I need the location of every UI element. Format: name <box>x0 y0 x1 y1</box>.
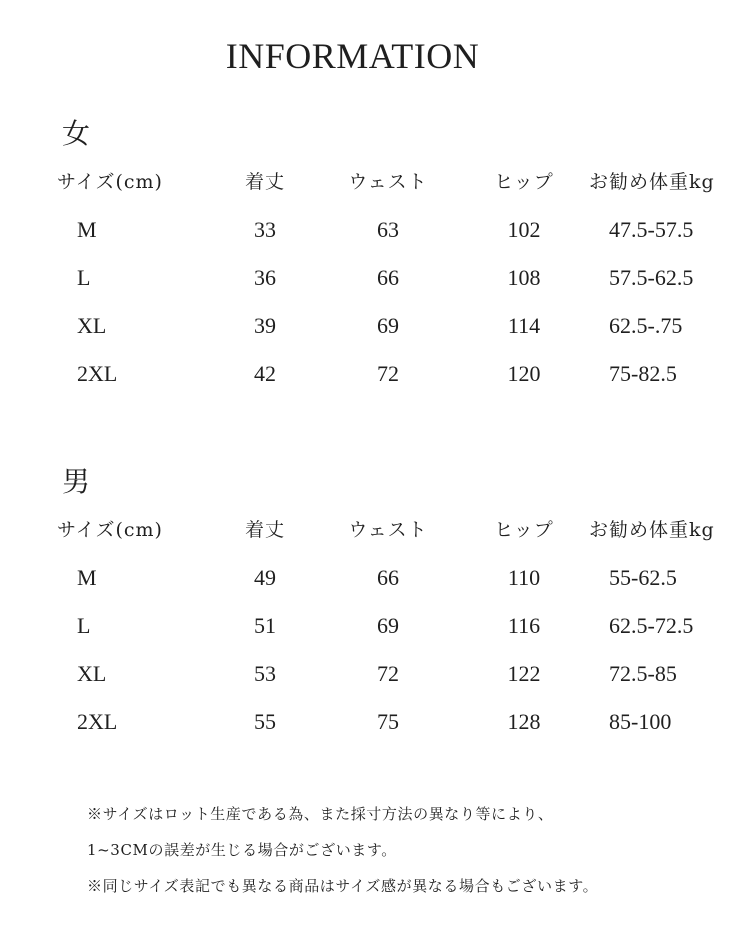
weight-cell: 72.5-85 <box>609 661 677 686</box>
table-row <box>0 350 750 398</box>
waist-cell: 66 <box>377 565 399 590</box>
weight-cell: 85-100 <box>609 709 672 734</box>
section-label-women: 女 <box>62 117 91 150</box>
table-row <box>0 554 750 602</box>
size-cell: 2XL <box>77 709 118 734</box>
length-cell: 49 <box>254 565 276 590</box>
hip-cell: 128 <box>507 709 541 734</box>
note-line: ※サイズはロット生産である為、また採寸方法の異なり等により、 <box>87 805 554 823</box>
header-hip: ヒップ <box>494 519 554 541</box>
note-line: 1~3CMの誤差が生じる場合がございます。 <box>87 841 397 859</box>
hip-cell: 114 <box>507 313 541 338</box>
header-length: 着丈 <box>244 171 285 193</box>
weight-cell: 75-82.5 <box>609 361 677 386</box>
table-row <box>0 254 750 302</box>
header-weight: お勧め体重kg <box>589 171 715 193</box>
length-cell: 53 <box>254 661 276 686</box>
men-size-table <box>0 506 750 746</box>
length-cell: 33 <box>254 217 276 242</box>
table-row <box>0 602 750 650</box>
size-cell: M <box>77 217 97 242</box>
waist-cell: 72 <box>377 661 399 686</box>
waist-cell: 69 <box>377 613 399 638</box>
women-size-table <box>0 158 750 398</box>
size-cell: M <box>77 565 97 590</box>
hip-cell: 120 <box>507 361 541 386</box>
length-cell: 36 <box>254 265 276 290</box>
table-row <box>0 302 750 350</box>
header-waist: ウェスト <box>348 171 428 193</box>
waist-cell: 63 <box>377 217 399 242</box>
note-line: ※同じサイズ表記でも異なる商品はサイズ感が異なる場合もございます。 <box>87 877 599 895</box>
table-row <box>0 206 750 254</box>
table-row <box>0 650 750 698</box>
table-row <box>0 698 750 746</box>
weight-cell: 55-62.5 <box>609 565 677 590</box>
waist-cell: 75 <box>377 709 399 734</box>
size-cell: L <box>77 265 91 290</box>
header-waist: ウェスト <box>348 519 428 541</box>
header-length: 着丈 <box>244 519 285 541</box>
waist-cell: 69 <box>377 313 399 338</box>
hip-cell: 102 <box>507 217 541 242</box>
size-cell: XL <box>77 313 107 338</box>
size-cell: XL <box>77 661 107 686</box>
weight-cell: 57.5-62.5 <box>609 265 694 290</box>
length-cell: 42 <box>254 361 276 386</box>
header-hip: ヒップ <box>494 171 554 193</box>
length-cell: 55 <box>254 709 276 734</box>
size-cell: L <box>77 613 91 638</box>
header-weight: お勧め体重kg <box>589 519 715 541</box>
weight-cell: 47.5-57.5 <box>609 217 694 242</box>
hip-cell: 116 <box>507 613 541 638</box>
length-cell: 39 <box>254 313 276 338</box>
hip-cell: 110 <box>507 565 541 590</box>
weight-cell: 62.5-72.5 <box>609 613 694 638</box>
header-size: サイズ(cm) <box>57 519 163 541</box>
size-notes <box>87 796 737 904</box>
length-cell: 51 <box>254 613 276 638</box>
size-cell: 2XL <box>77 361 118 386</box>
waist-cell: 72 <box>377 361 399 386</box>
hip-cell: 108 <box>507 265 541 290</box>
hip-cell: 122 <box>507 661 541 686</box>
header-size: サイズ(cm) <box>57 171 163 193</box>
waist-cell: 66 <box>377 265 399 290</box>
table-header-row <box>0 506 750 554</box>
table-header-row <box>0 158 750 206</box>
page-title: INFORMATION <box>225 36 480 76</box>
weight-cell: 62.5-.75 <box>609 313 683 338</box>
section-label-men: 男 <box>62 465 91 498</box>
